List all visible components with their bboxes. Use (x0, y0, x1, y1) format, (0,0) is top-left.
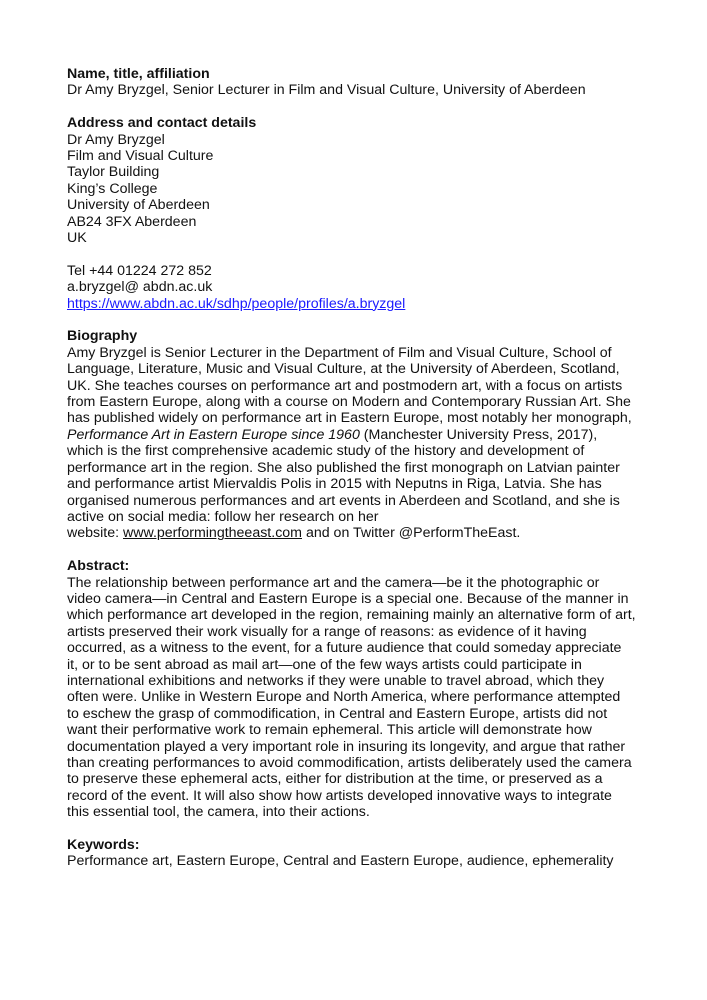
abstract-line: often were. Unlike in Western Europe and North America, where performance attempted (67, 689, 621, 706)
abstract-line: which performance art developed in the region, remaining mainly an alternative form of art, (67, 607, 636, 624)
website-link[interactable]: www.performingtheeast.com (123, 525, 302, 542)
abstract-line: artists preserved their work visually for a range of reasons: as evidence of it having (67, 623, 587, 640)
biography-line: Language, Literature, Music and Visual Culture, at the University of Aberdeen, Scotland, (67, 361, 620, 378)
biography-line: organised numerous performances and art events in Aberdeen and Scotland, and she is (67, 492, 620, 509)
abstract-line: than creating performances to avoid commodification, artists deliberately used the camera (67, 755, 632, 771)
biography-book-line (67, 427, 677, 443)
telephone-text: Tel +44 01224 272 852 (67, 262, 212, 279)
abstract-line: want their performative work to remain ephemeral. This article will demonstrate how (67, 722, 592, 739)
address-line: Dr Amy Bryzgel (67, 131, 165, 148)
abstract-line: occurred, as a witness to the event, for a future audience that could someday appreciate (67, 640, 622, 657)
biography-line: Amy Bryzgel is Senior Lecturer in the Department of Film and Visual Culture, School of (67, 344, 612, 361)
book-details: (Manchester University Press, 2017), (359, 426, 598, 443)
biography-section (67, 328, 677, 541)
name-heading: Name, title, affiliation (67, 66, 210, 82)
biography-line: has published widely on performance art in Eastern Europe, most notably her monograph, (67, 410, 632, 427)
website-suffix: and on Twitter @PerformTheEast. (302, 525, 521, 542)
website-prefix: website: (67, 525, 123, 542)
address-line: Taylor Building (67, 164, 160, 181)
address-line: UK (67, 230, 87, 247)
book-title: Performance Art in Eastern Europe since 1960 (67, 426, 360, 443)
biography-line: from Eastern Europe, along with a course on Modern and Contemporary Russian Art. She (67, 394, 631, 411)
keywords-heading: Keywords: (67, 837, 140, 854)
abstract-line: The relationship between performance art and the camera—be it the photographic or (67, 574, 600, 591)
abstract-line: it, or to be sent abroad as mail art—one of the few ways artists could participate in (67, 656, 582, 673)
address-section (67, 115, 677, 312)
biography-line: and performance artist Miervaldis Polis in 2015 with Neputns in Riga, Latvia. She has (67, 476, 602, 493)
abstract-section (67, 558, 677, 821)
abstract-line: international exhibitions and networks if they were unable to travel abroad, which they (67, 672, 605, 689)
abstract-line: to preserve these ephemeral acts, either for distribution at the time, or preserved as a (67, 771, 603, 788)
address-line: Film and Visual Culture (67, 148, 214, 165)
address-line: AB24 3FX Aberdeen (67, 213, 197, 230)
address-line: King’s College (67, 180, 158, 197)
biography-line: which is the first comprehensive academic study of the history and development of (67, 443, 585, 460)
abstract-line: documentation played a very important role in insuring its longevity, and argue that rather (67, 738, 626, 755)
email-text: a.bryzgel@ abdn.ac.uk (67, 279, 213, 296)
abstract-line: this essential tool, the camera, into their actions. (67, 804, 370, 821)
address-heading: Address and contact details (67, 115, 257, 132)
name-text: Dr Amy Bryzgel, Senior Lecturer in Film and Visual Culture, University of Aberdeen (67, 82, 586, 99)
biography-website-line (67, 525, 677, 541)
keywords-section (67, 837, 677, 870)
biography-heading: Biography (67, 328, 138, 345)
abstract-line: record of the event. It will also show how artists developed innovative ways to integrate (67, 787, 612, 804)
abstract-heading: Abstract: (67, 558, 130, 575)
biography-line: active on social media: follow her research on her (67, 508, 379, 525)
address-line: University of Aberdeen (67, 197, 210, 214)
keywords-text: Performance art, Eastern Europe, Central and Eastern Europe, audience, ephemerality (67, 853, 614, 870)
name-section (67, 66, 677, 99)
profile-link[interactable]: https://www.abdn.ac.uk/sdhp/people/profiles/a.bryzgel (67, 295, 406, 312)
abstract-line: video camera—in Central and Eastern Europe is a special one. Because of the manner in (67, 590, 629, 607)
biography-line: UK. She teaches courses on performance art and postmodern art, with a focus on artists (67, 377, 623, 394)
abstract-line: to eschew the grasp of commodification, in Central and Eastern Europe, artists did not (67, 705, 608, 722)
biography-line: performance art in the region. She also published the first monograph on Latvian painter (67, 459, 620, 476)
